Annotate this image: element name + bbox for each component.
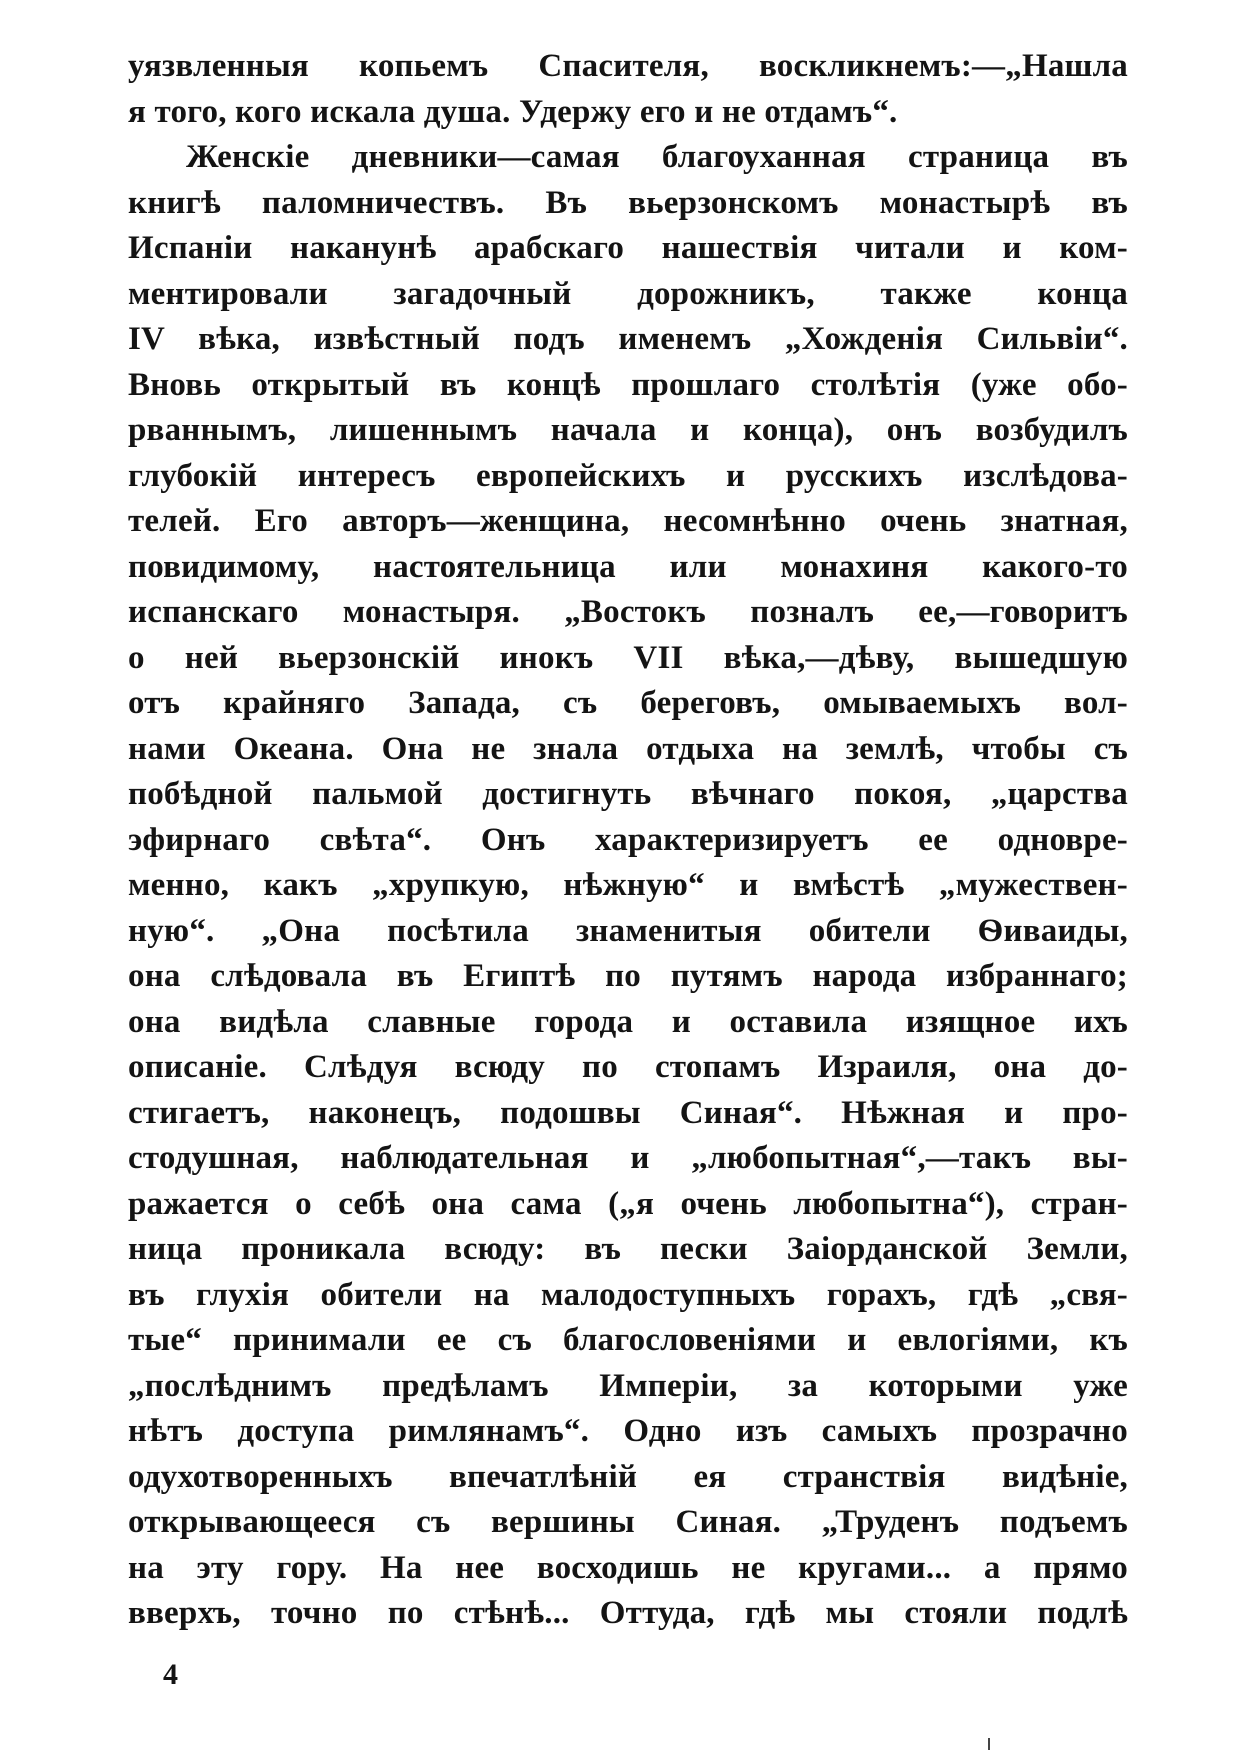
text-line: я того, кого искала душа. Удержу его и не отдамъ“. [128, 93, 898, 130]
text-line: „послѣднимъ предѣламъ Имперіи, за которыми уже [128, 1367, 1128, 1404]
text-line: она слѣдовала въ Египтѣ по путямъ народа избраннаго; [128, 958, 1128, 994]
scan-mark [988, 1738, 990, 1750]
text-line: эфирнаго свѣта“. Онъ характеризируетъ ее одновре- [128, 821, 1128, 858]
text-line: открывающееся съ вершины Синая. „Труденъ подъемъ [128, 1504, 1128, 1540]
text-line: ментировали загадочный дорожникъ, также конца [128, 275, 1128, 312]
text-line: IV вѣка, извѣстный подъ именемъ „Хожденія Сильвіи“. [128, 321, 1128, 357]
text-line: книгѣ паломничествъ. Въ вьерзонскомъ монастырѣ въ [128, 184, 1128, 221]
text-line: стодушная, наблюдательная и „любопытная“,—такъ вы- [128, 1140, 1128, 1176]
text-line: отъ крайняго Запада, съ береговъ, омываемыхъ вол- [128, 685, 1128, 721]
text-line: Женскіе дневники—самая благоуханная страница въ [186, 139, 1128, 175]
text-line: вверхъ, точно по стѣнѣ... Оттуда, гдѣ мы стояли подлѣ [128, 1595, 1128, 1631]
text-line: уязвленныя копьемъ Спасителя, воскликнемъ:—„Нашла [128, 48, 1128, 84]
page-body [128, 44, 1128, 1637]
text-line: нѣтъ доступа римлянамъ“. Одно изъ самыхъ прозрачно [128, 1413, 1128, 1449]
text-line: тые“ принимали ее съ благословеніями и евлогіями, къ [128, 1322, 1128, 1358]
text-line: Испаніи наканунѣ арабскаго нашествія читали и ком- [128, 230, 1128, 266]
text-line: менно, какъ „хрупкую, нѣжную“ и вмѣстѣ „мужествен- [128, 867, 1128, 903]
text-line: она видѣла славные города и оставила изящное ихъ [128, 1003, 1128, 1040]
text-line: на эту гору. На нее восходишь не кругами... а прямо [128, 1549, 1128, 1586]
text-line: испанскаго монастыря. „Востокъ позналъ ее,—говоритъ [128, 594, 1128, 630]
text-line: глубокій интересъ европейскихъ и русскихъ изслѣдова- [128, 457, 1128, 494]
text-line: нами Океана. Она не знала отдыха на землѣ, чтобы съ [128, 730, 1128, 767]
text-line: телей. Его авторъ—женщина, несомнѣнно очень знатная, [128, 503, 1128, 539]
page-number: 4 [163, 1658, 178, 1691]
text-line: ражается о себѣ она сама („я очень любопытна“), стран- [128, 1185, 1128, 1222]
text-line: о ней вьерзонскій инокъ VII вѣка,—дѣву, вышедшую [128, 639, 1128, 676]
text-line: ную“. „Она посѣтила знаменитыя обители Ѳиваиды, [128, 912, 1128, 949]
text-line: ница проникала всюду: въ пески Заіорданской Земли, [128, 1231, 1128, 1267]
text-line: въ глухія обители на малодоступныхъ горахъ, гдѣ „свя- [128, 1276, 1128, 1313]
text-line: рваннымъ, лишеннымъ начала и конца), онъ возбудилъ [128, 412, 1128, 448]
text-line: описаніе. Слѣдуя всюду по стопамъ Израиля, она до- [128, 1049, 1128, 1085]
text-line: побѣдной пальмой достигнуть вѣчнаго покоя, „царства [128, 776, 1128, 812]
text-line: стигаетъ, наконецъ, подошвы Синая“. Нѣжная и про- [128, 1094, 1128, 1131]
text-line: одухотворенныхъ впечатлѣній ея странствія видѣніе, [128, 1458, 1128, 1495]
text-line: повидимому, настоятельница или монахиня какого-то [128, 548, 1128, 585]
text-line: Вновь открытый въ концѣ прошлаго столѣтія (уже обо- [128, 366, 1128, 403]
